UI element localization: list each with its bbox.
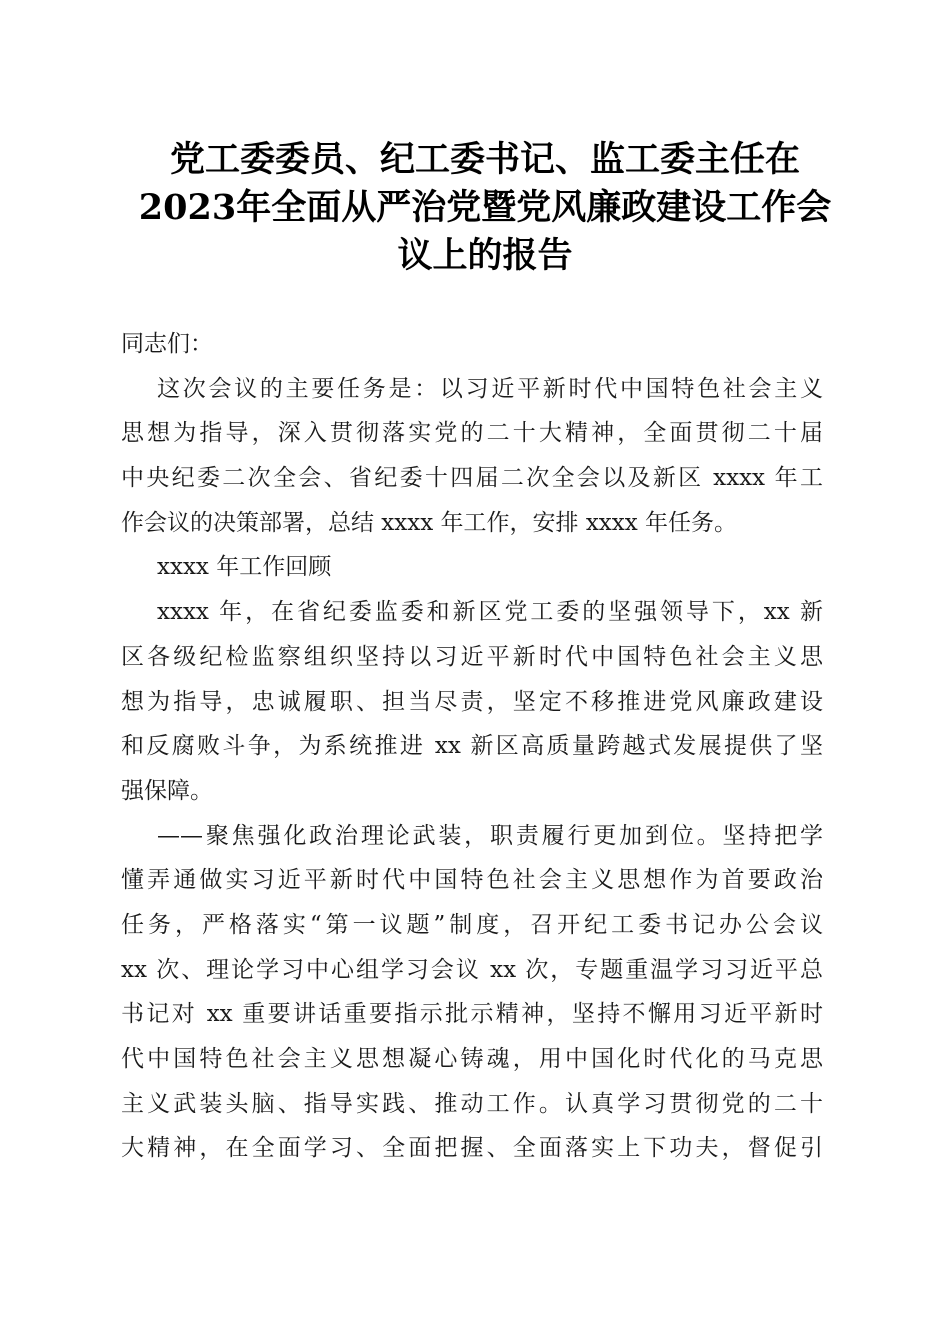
paragraph-review-summary: [121, 590, 823, 813]
title-line: 议上的报告: [397, 235, 573, 276]
paragraph-meeting-tasks: [121, 367, 823, 546]
greeting: 同志们：: [121, 331, 213, 357]
text-line: 强保障。: [121, 777, 213, 804]
text-line: ——聚焦强化政治理论武装，职责履行更加到位。坚持把学: [157, 822, 823, 849]
text-line: 作会议的决策部署，总结 xxxx 年工作，安排 xxxx 年任务。: [121, 509, 738, 536]
text-line: 中央纪委二次全会、省纪委十四届二次全会以及新区 xxxx 年工: [121, 465, 823, 492]
text-line: 思想为指导，深入贯彻落实党的二十大精神，全面贯彻二十届: [121, 420, 823, 447]
text-line: 主义武装头脑、指导实践、推动工作。认真学习贯彻党的二十: [121, 1090, 823, 1117]
title-line: 2023年全面从严治党暨党风廉政建设工作会: [138, 187, 832, 228]
section-heading: xxxx 年工作回顾: [157, 554, 332, 581]
title-line: 党工委委员、纪工委书记、监工委主任在: [169, 139, 800, 180]
text-line: xxxx 年，在省纪委监委和新区党工委的坚强领导下，xx 新: [157, 599, 823, 626]
text-line: 书记对 xx 重要讲话重要指示批示精神，坚持不懈用习近平新时: [121, 1001, 823, 1028]
section-heading-review: [121, 545, 823, 590]
document-body: [121, 322, 823, 1171]
text-line: 代中国特色社会主义思想凝心铸魂，用中国化时代化的马克思: [121, 1046, 823, 1072]
text-line: 懂弄通做实习近平新时代中国特色社会主义思想作为首要政治: [121, 867, 823, 894]
document-title: [100, 136, 870, 280]
text-line: 想为指导，忠诚履职、担当尽责，坚定不移推进党风廉政建设: [121, 688, 823, 715]
text-line: 区各级纪检监察组织坚持以习近平新时代中国特色社会主义思: [121, 643, 823, 670]
text-line: 大精神，在全面学习、全面把握、全面落实上下功夫，督促引: [121, 1135, 823, 1162]
text-line: 任务，严格落实“第一议题”制度，召开纪工委书记办公会议: [121, 911, 823, 938]
text-line: 这次会议的主要任务是：以习近平新时代中国特色社会主义: [157, 375, 823, 402]
paragraph-political-theory: [121, 814, 823, 1172]
text-line: xx 次、理论学习中心组学习会议 xx 次，专题重温学习习近平总: [121, 956, 823, 983]
text-line: 和反腐败斗争，为系统推进 xx 新区高质量跨越式发展提供了坚: [121, 733, 823, 760]
